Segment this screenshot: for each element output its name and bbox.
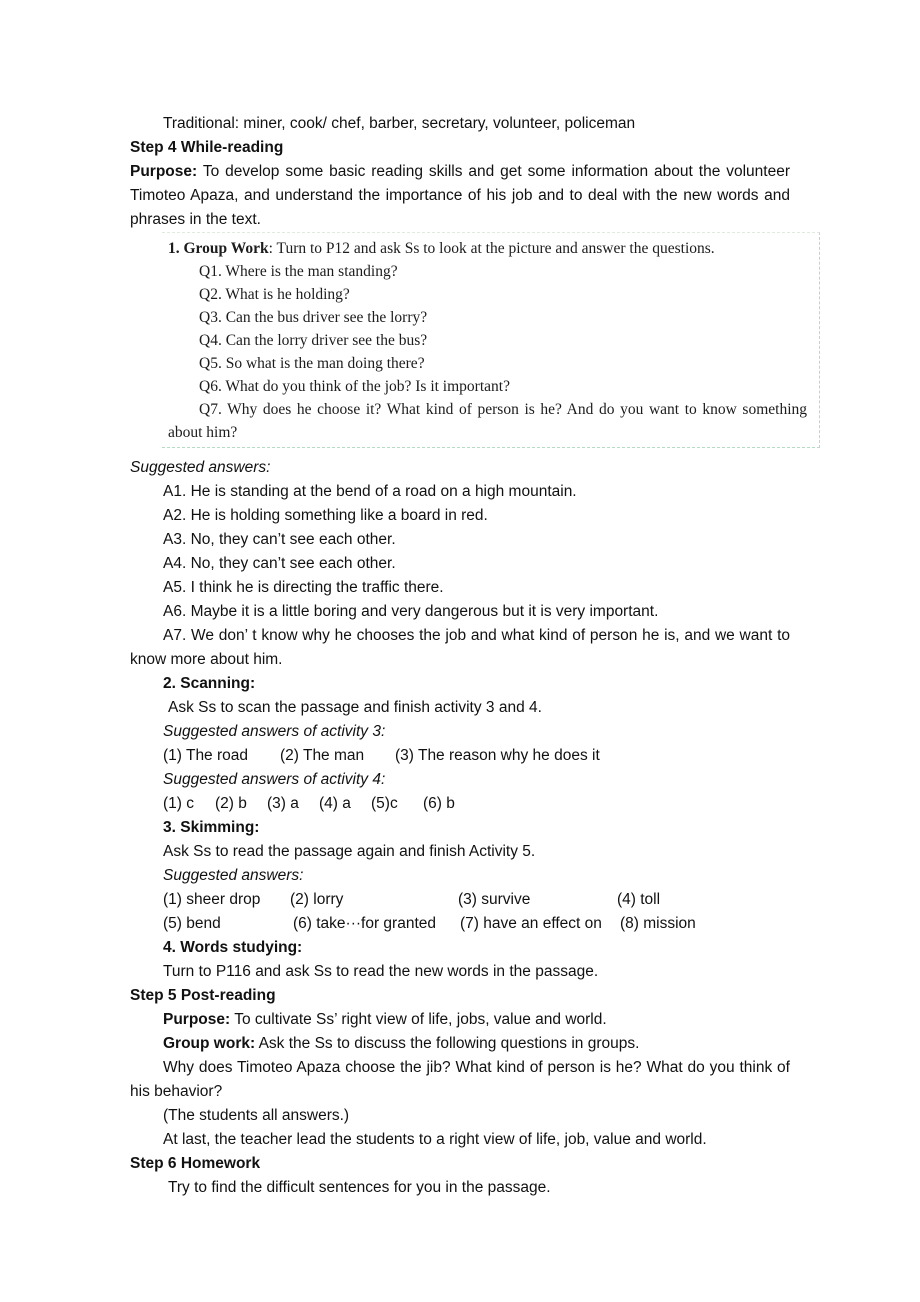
step4-heading: Step 4 While-reading <box>130 139 284 156</box>
activity4-label: Suggested answers of activity 4: <box>163 771 386 788</box>
activity5-answers-row-1 <box>130 888 790 912</box>
activity4-answer: (5)c <box>371 795 398 812</box>
scanning-task-line: Ask Ss to scan the passage and finish activity 3 and 4. <box>168 699 542 716</box>
activity4-answer: (6) b <box>423 795 455 812</box>
activity5-answer: (6) take···for granted <box>293 915 436 932</box>
question-line: Q3. Can the bus driver see the lorry? <box>199 309 428 326</box>
words-studying-heading: 4. Words studying: <box>163 939 303 956</box>
activity5-answer: (7) have an effect on <box>460 915 602 932</box>
question-line: Q1. Where is the man standing? <box>199 263 398 280</box>
activity4-answer: (2) b <box>215 795 247 812</box>
activity5-answer: (3) survive <box>458 891 531 908</box>
answer-line: A7. We don’ t know why he chooses the job and what kind of person he is, and we want to know more about him. <box>130 627 790 668</box>
group-work-text: Ask the Ss to discuss the following questions in groups. <box>255 1035 640 1052</box>
group-work-title <box>168 237 807 260</box>
purpose-text: To develop some basic reading skills and get some information about the volunteer Timoteo Apaza, and understand the importance of his job and to deal with the new words and phrases in the text. <box>130 163 790 228</box>
purpose-text: To cultivate Ss’ right view of life, jobs, value and world. <box>230 1011 607 1028</box>
step6-heading: Step 6 Homework <box>130 1155 261 1172</box>
question-line: Q5. So what is the man doing there? <box>199 355 425 372</box>
traditional-jobs-line: Traditional: miner, cook/ chef, barber, secretary, volunteer, policeman <box>163 115 636 132</box>
group-work-title-bold: 1. Group Work <box>168 240 269 257</box>
activity3-answer: (3) The reason why he does it <box>395 747 600 764</box>
group-work-paragraph <box>130 1032 790 1056</box>
homework-task-line: Try to find the difficult sentences for you in the passage. <box>168 1179 551 1196</box>
discussion-question-paragraph: Why does Timoteo Apaza choose the jib? What kind of person is he? What do you think of his behavior? <box>130 1059 790 1100</box>
answer-line: A5. I think he is directing the traffic there. <box>163 579 444 596</box>
students-note-line: (The students all answers.) <box>163 1107 350 1124</box>
group-work-box <box>162 232 820 448</box>
step4-purpose-paragraph <box>130 160 790 232</box>
answer-line: A1. He is standing at the bend of a road on a high mountain. <box>163 483 577 500</box>
purpose-label: Purpose: <box>130 163 198 180</box>
group-work-label: Group work: <box>163 1035 256 1052</box>
scanning-heading: 2. Scanning: <box>163 675 256 692</box>
answer-line: A4. No, they can’t see each other. <box>163 555 396 572</box>
skimming-answers-label: Suggested answers: <box>163 867 304 884</box>
conclusion-line: At last, the teacher lead the students to a right view of life, job, value and world. <box>163 1131 707 1148</box>
skimming-task-line: Ask Ss to read the passage again and finish Activity 5. <box>163 843 536 860</box>
activity3-answer: (2) The man <box>280 747 365 764</box>
step5-heading: Step 5 Post-reading <box>130 987 276 1004</box>
question-line: Q4. Can the lorry driver see the bus? <box>199 332 428 349</box>
group-work-title-rest: : Turn to P12 and ask Ss to look at the picture and answer the questions. <box>268 240 715 257</box>
activity5-answer: (5) bend <box>163 915 221 932</box>
activity4-answer: (4) a <box>319 795 351 812</box>
activity4-answer: (3) a <box>267 795 299 812</box>
question-line: Q7. Why does he choose it? What kind of person is he? And do you want to know something about him? <box>168 401 807 441</box>
activity4-answer: (1) c <box>163 795 194 812</box>
suggested-answers-label: Suggested answers: <box>130 459 271 476</box>
words-studying-task-line: Turn to P116 and ask Ss to read the new words in the passage. <box>163 963 599 980</box>
activity5-answer: (1) sheer drop <box>163 891 261 908</box>
activity5-answer: (2) lorry <box>290 891 344 908</box>
question-line: Q2. What is he holding? <box>199 286 350 303</box>
activity5-answers-row-2 <box>130 912 790 936</box>
activity5-answer: (8) mission <box>620 915 696 932</box>
activity3-label: Suggested answers of activity 3: <box>163 723 386 740</box>
skimming-heading: 3. Skimming: <box>163 819 260 836</box>
answer-line: A2. He is holding something like a board in red. <box>163 507 488 524</box>
step5-purpose-paragraph <box>130 1008 790 1032</box>
activity3-answers-row <box>130 744 790 768</box>
answer-line: A3. No, they can’t see each other. <box>163 531 396 548</box>
activity3-answer: (1) The road <box>163 747 249 764</box>
answer-line: A6. Maybe it is a little boring and very dangerous but it is very important. <box>163 603 659 620</box>
activity5-answer: (4) toll <box>617 891 661 908</box>
purpose-label: Purpose: <box>163 1011 231 1028</box>
activity4-answers-row <box>130 792 790 816</box>
question-line: Q6. What do you think of the job? Is it important? <box>199 378 510 395</box>
